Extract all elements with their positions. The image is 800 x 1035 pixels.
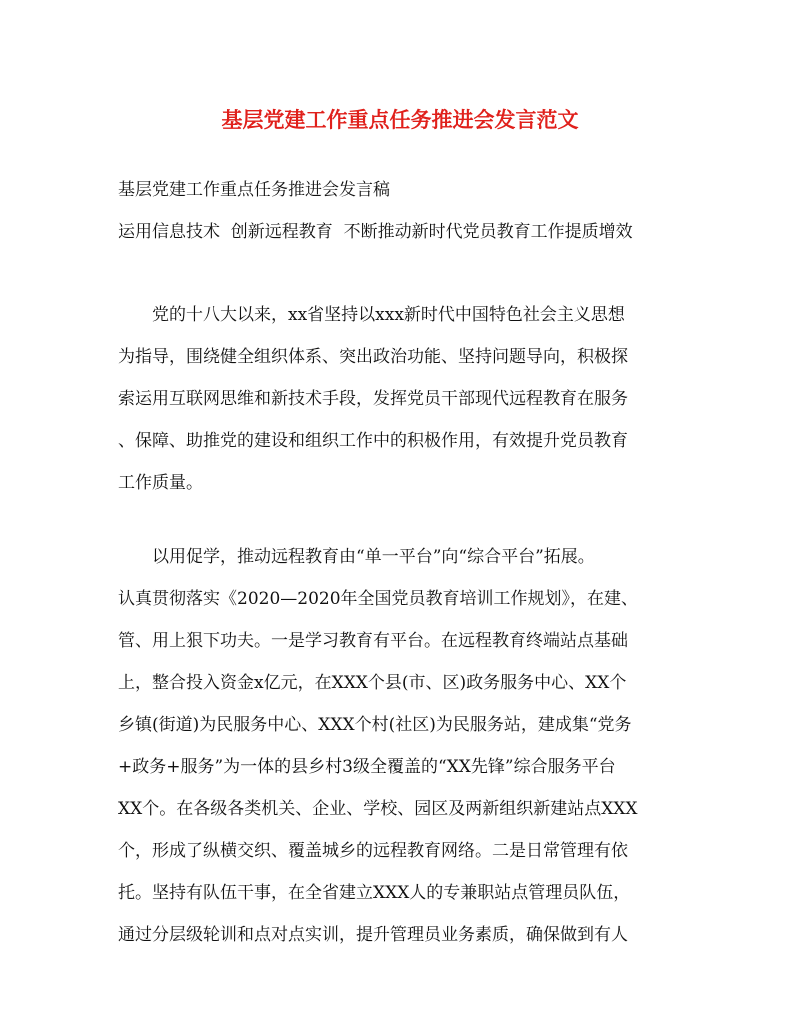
paragraph-line: 工作质量。 bbox=[118, 473, 203, 493]
document-subheading: 运用信息技术 创新远程教育 不断推动新时代党员教育工作提质增效 bbox=[118, 222, 633, 242]
paragraph-line: 个，形成了纵横交织、覆盖城乡的远程教育网络。二是日常管理有依 bbox=[118, 841, 628, 861]
paragraph-line: 通过分层级轮训和点对点实训，提升管理员业务素质，确保做到有人 bbox=[118, 925, 628, 945]
paragraph-line: 乡镇(街道)为民服务中心、XXX个村(社区)为民服务站，建成集“党务 bbox=[118, 715, 632, 735]
document-title: 基层党建工作重点任务推进会发言范文 bbox=[221, 107, 579, 132]
document-subtitle: 基层党建工作重点任务推进会发言稿 bbox=[118, 180, 390, 200]
paragraph-line: +政务+服务”为一体的县乡村3级全覆盖的“XX先锋”综合服务平台 bbox=[118, 757, 616, 777]
paragraph-line: 认真贯彻落实《2020—2020年全国党员教育培训工作规划》，在建、 bbox=[118, 589, 639, 609]
paragraph-line: 上，整合投入资金x亿元，在XXX个县(市、区)政务服务中心、XX个 bbox=[118, 673, 627, 693]
paragraph-line: XX个。在各级各类机关、企业、学校、园区及两新组织新建站点XXX bbox=[118, 799, 638, 819]
paragraph-line: 为指导，围绕健全组织体系、突出政治功能、坚持问题导向，积极探 bbox=[118, 347, 628, 367]
paragraph-2 bbox=[118, 536, 683, 956]
paragraph-line: 党的十八大以来，xx省坚持以xxx新时代中国特色社会主义思想 bbox=[152, 305, 625, 325]
paragraph-1 bbox=[118, 294, 683, 504]
paragraph-line: 、保障、助推党的建设和组织工作中的积极作用，有效提升党员教育 bbox=[118, 431, 628, 451]
paragraph-line: 索运用互联网思维和新技术手段，发挥党员干部现代远程教育在服务 bbox=[118, 389, 628, 409]
paragraph-line: 以用促学，推动远程教育由“单一平台”向“综合平台”拓展。 bbox=[152, 547, 595, 567]
paragraph-line: 托。坚持有队伍干事，在全省建立XXX人的专兼职站点管理员队伍， bbox=[118, 883, 631, 903]
paragraph-line: 管、用上狠下功夫。一是学习教育有平台。在远程教育终端站点基础 bbox=[118, 631, 628, 651]
